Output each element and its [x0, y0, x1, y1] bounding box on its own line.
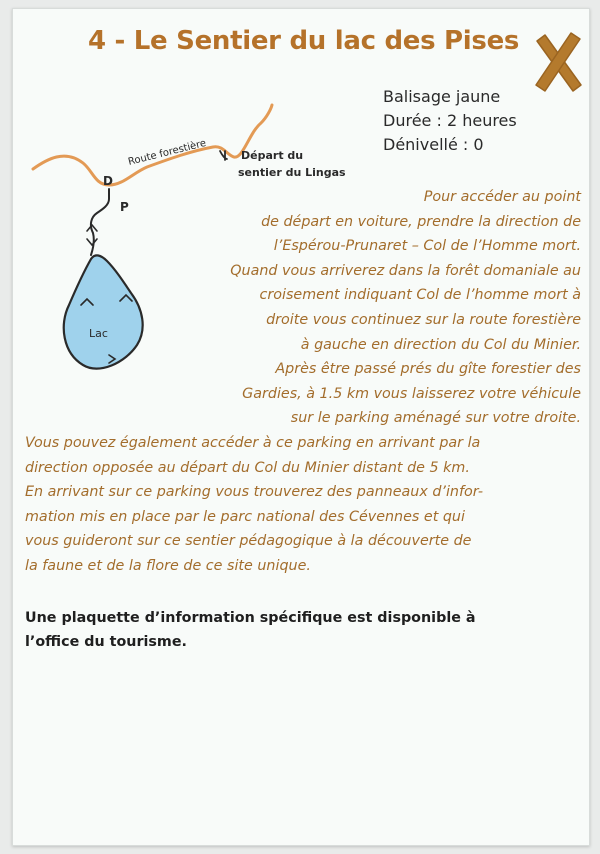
forest-road	[33, 105, 272, 185]
description-line: la faune et de la flore de ce site unique.	[25, 557, 311, 574]
description-line: à gauche en direction du Col du Minier.	[300, 336, 581, 353]
trail-info	[383, 85, 517, 157]
cross-mark-icon	[531, 27, 585, 97]
note-line: l’office du tourisme.	[25, 634, 187, 650]
start-label-line1: Départ du	[241, 149, 304, 162]
description-line: mation mis en place par le parc national des Cévennes et qui	[25, 508, 465, 525]
description-line: de départ en voiture, prendre la direction de	[261, 213, 581, 230]
description-line: Gardies, à 1.5 km vous laisserez votre véhicule	[242, 385, 581, 402]
description-line: vous guideront sur ce sentier pédagogique à la découverte de	[25, 533, 472, 550]
description-line: croisement indiquant Col de l’homme mort à	[259, 287, 581, 304]
description-line: Quand vous arriverez dans la forêt domaniale au	[230, 262, 581, 279]
trail-card	[12, 8, 590, 846]
description-text	[25, 185, 581, 579]
description-line: Pour accéder au point	[423, 189, 581, 205]
point-d-label: D	[103, 174, 113, 188]
description-line: droite vous continuez sur la route forestière	[266, 311, 581, 328]
lake-label: Lac	[89, 327, 108, 340]
balisage-text: Balisage jaune	[383, 87, 501, 106]
description-line: En arrivant sur ce parking vous trouverez des panneaux d’infor-	[25, 484, 484, 501]
point-p-label: P	[120, 200, 129, 214]
description-line: Vous pouvez également accéder à ce parking en arrivant par la	[25, 434, 481, 451]
description-line: Après être passé prés du gîte forestier des	[275, 361, 581, 378]
description-line: direction opposée au départ du Col du Minier distant de 5 km.	[25, 459, 470, 476]
road-label: Route forestière	[127, 137, 208, 168]
description-line: l’Espérou-Prunaret – Col de l’Homme mort.	[273, 238, 581, 255]
note-line: Une plaquette d’information spécifique est disponible à	[25, 610, 476, 626]
brochure-note	[25, 606, 581, 654]
denivele-text: Dénivellé : 0	[383, 135, 484, 154]
start-label-line2: sentier du Lingas	[238, 166, 346, 179]
duree-text: Durée : 2 heures	[383, 111, 517, 130]
card-title: 4 - Le Sentier du lac des Pises	[88, 26, 520, 56]
description-line: sur le parking aménagé sur votre droite.	[290, 410, 581, 427]
